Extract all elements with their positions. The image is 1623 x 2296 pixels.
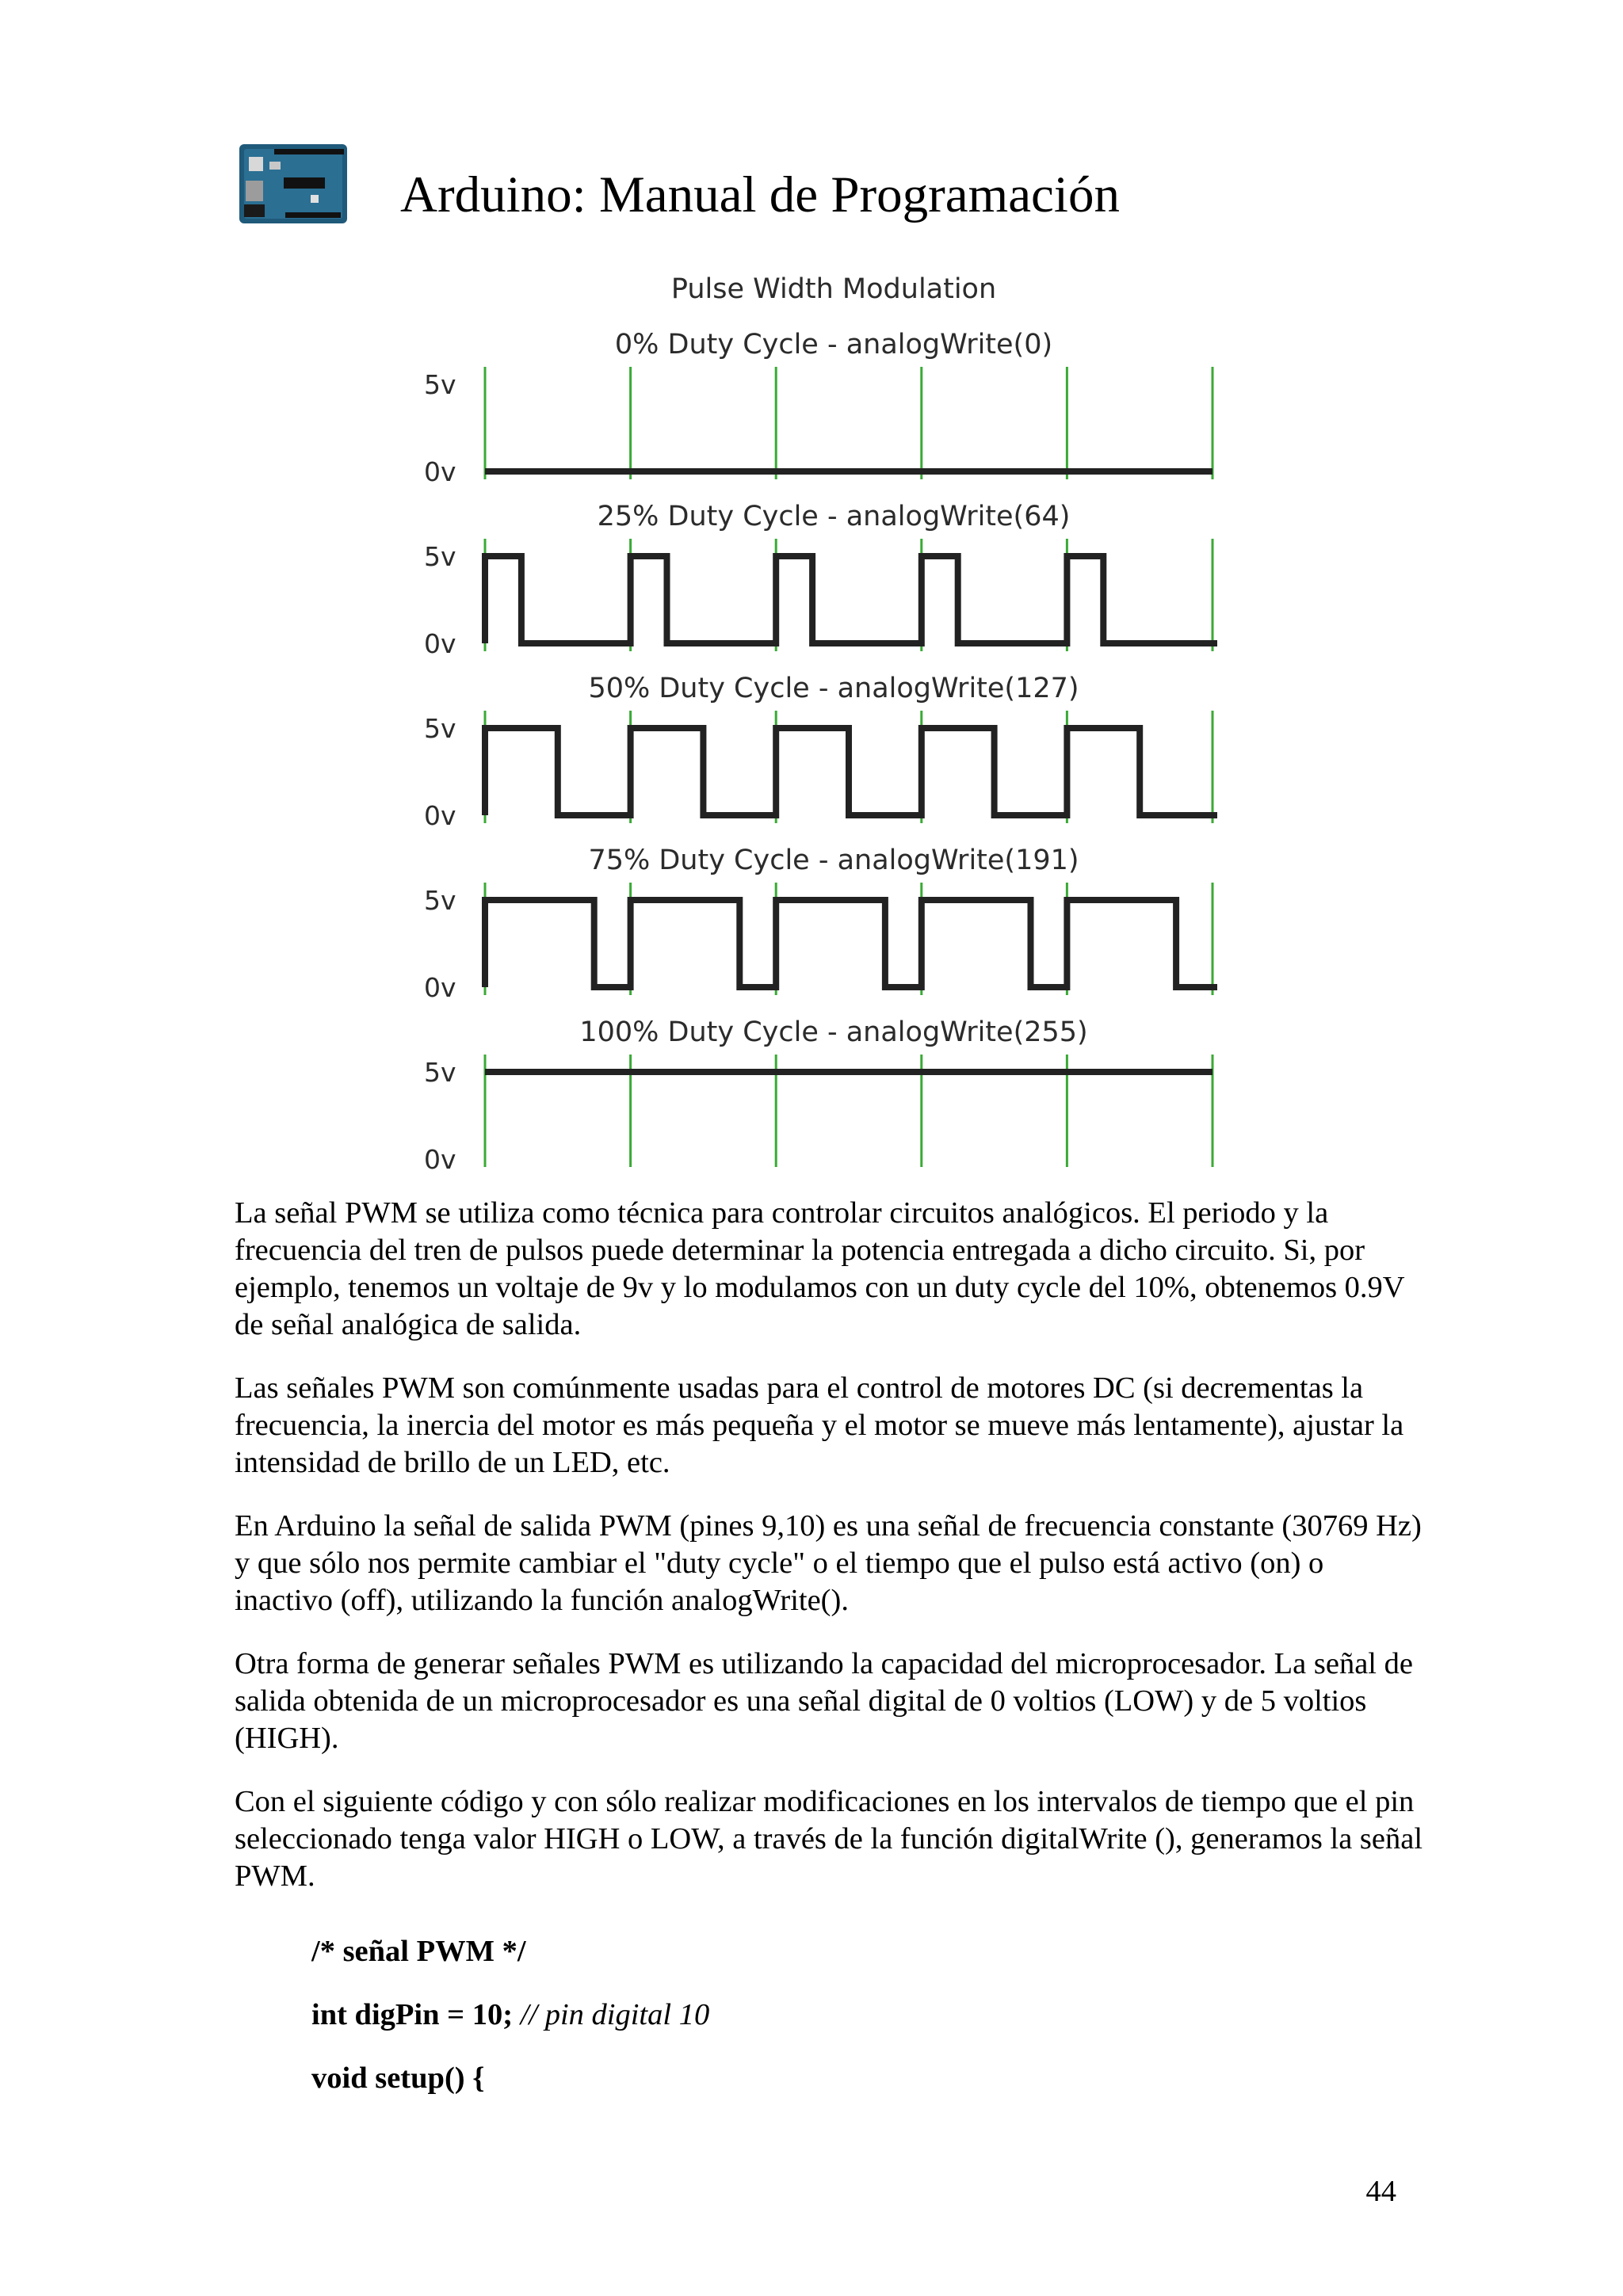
code-inline-comment: // pin digital 10	[513, 1998, 710, 2031]
paragraph: En Arduino la señal de salida PWM (pines 9,10) es una señal de frecuencia constante (30769 Hz) y que sólo nos permite cambiar el "duty cycle" o el tiempo que el pulso está activo (on) o inactivo (off), utilizando la función analogWrite().	[235, 1509, 1422, 1617]
panel-label: 0% Duty Cycle - analogWrite(0)	[614, 329, 1053, 360]
level-label-5v: 5v	[424, 369, 456, 400]
body-text	[235, 1195, 1423, 1921]
level-label-0v: 0v	[424, 1144, 456, 1175]
code-line	[311, 1997, 709, 2034]
level-label-5v: 5v	[424, 885, 456, 916]
panel-label: 75% Duty Cycle - analogWrite(191)	[588, 845, 1079, 876]
level-label-5v: 5v	[424, 713, 456, 744]
figure-title: Pulse Width Modulation	[670, 273, 997, 305]
code-statement: int digPin = 10;	[311, 1998, 514, 2031]
panel-label: 100% Duty Cycle - analogWrite(255)	[579, 1016, 1088, 1048]
code-listing	[311, 1933, 709, 2123]
panel-label: 50% Duty Cycle - analogWrite(127)	[588, 673, 1079, 704]
pwm-waveform	[485, 556, 1217, 643]
level-label-0v: 0v	[424, 456, 456, 487]
pwm-waveform	[485, 728, 1217, 815]
level-label-0v: 0v	[424, 972, 456, 1003]
pwm-waveform	[485, 900, 1217, 987]
code-line	[311, 1933, 709, 1970]
code-comment: /* señal PWM */	[311, 1935, 526, 1968]
paragraph: Otra forma de generar señales PWM es utilizando la capacidad del microprocesador. La señal de salida obtenida de un microprocesador es una señal digital de 0 voltios (LOW) y de 5 voltios (HIGH).	[235, 1647, 1413, 1755]
page-number: 44	[1365, 2175, 1396, 2208]
code-line	[311, 2060, 709, 2097]
code-statement: void setup() {	[311, 2061, 485, 2095]
page-title: Arduino: Manual de Programación	[400, 166, 1120, 223]
level-label-0v: 0v	[424, 628, 456, 659]
paragraph: Las señales PWM son comúnmente usadas para el control de motores DC (si decrementas la frecuencia, la inercia del motor es más pequeña y el motor se mueve más lentamente), ajustar la intensidad de brillo de un LED, etc.	[235, 1371, 1404, 1479]
level-label-5v: 5v	[424, 1057, 456, 1088]
arduino-board-icon	[238, 143, 349, 225]
pwm-figure	[0, 269, 1623, 1180]
panel-label: 25% Duty Cycle - analogWrite(64)	[597, 501, 1071, 532]
level-label-5v: 5v	[424, 541, 456, 572]
paragraph: Con el siguiente código y con sólo realizar modificaciones en los intervalos de tiempo que el pin seleccionado tenga valor HIGH o LOW, a través de la función digitalWrite (), generamos la señal PWM.	[235, 1785, 1423, 1893]
paragraph: La señal PWM se utiliza como técnica para controlar circuitos analógicos. El periodo y la frecuencia del tren de pulsos puede determinar la potencia entregada a dicho circuito. Si, por ejemplo, tenemos un voltaje de 9v y lo modulamos con un duty cycle del 10%, obtenemos 0.9V de señal analógica de salida.	[235, 1196, 1404, 1341]
level-label-0v: 0v	[424, 800, 456, 831]
